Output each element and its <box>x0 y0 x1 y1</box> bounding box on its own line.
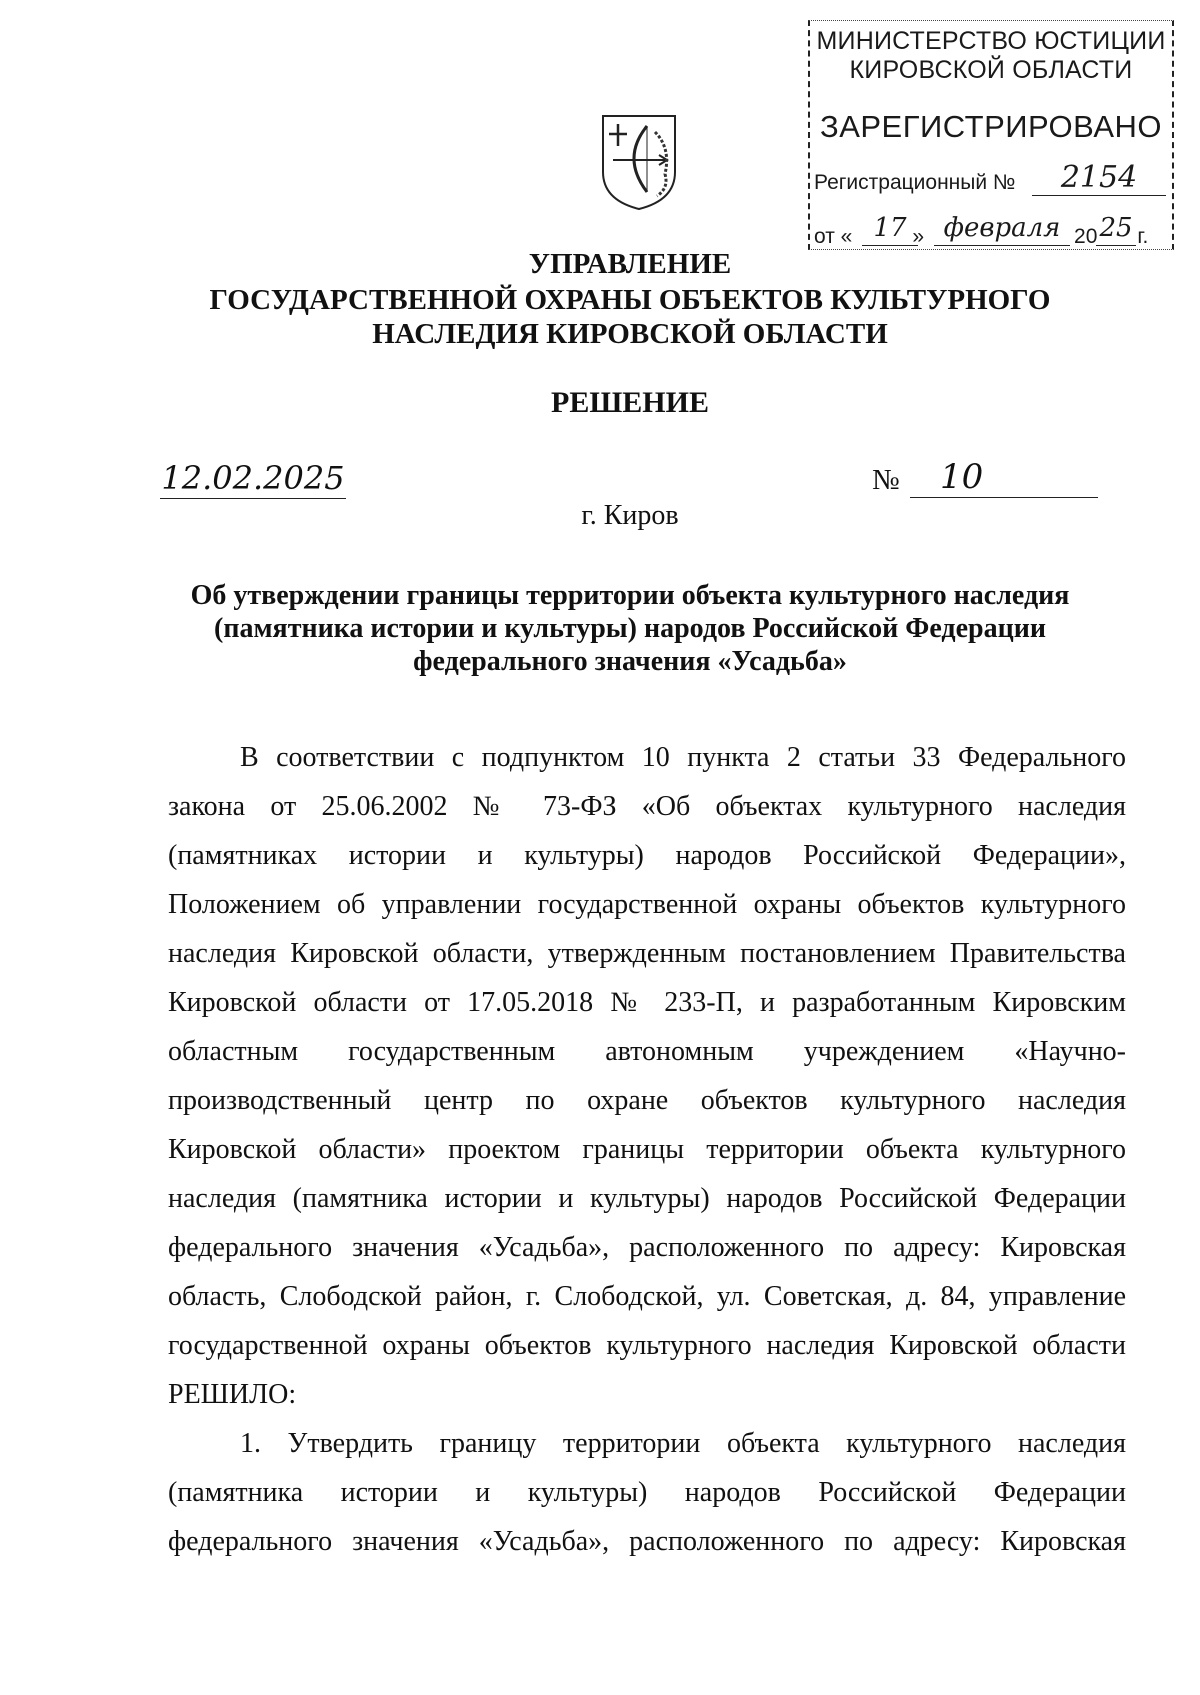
body-line: 1. Утвердить границу территории объекта культурного наследия <box>240 1428 1126 1459</box>
document-body <box>168 738 1126 1571</box>
subject-line3: федерального значения «Усадьба» <box>413 646 847 677</box>
body-line: (памятника истории и культуры) народов Российской Федерации <box>168 1477 1126 1508</box>
stamp-reg-number: 2154 <box>1032 161 1166 196</box>
city: г. Киров <box>581 500 679 531</box>
agency-title-line3: НАСЛЕДИЯ КИРОВСКОЙ ОБЛАСТИ <box>372 318 888 350</box>
body-line: федерального значения «Усадьба», расположенного по адресу: Кировская <box>168 1526 1126 1557</box>
stamp-org-line1: МИНИСТЕРСТВО ЮСТИЦИИ <box>816 27 1166 55</box>
agency-title-line1: УПРАВЛЕНИЕ <box>528 248 732 280</box>
body-line: федерального значения «Усадьба», расположенного по адресу: Кировская <box>168 1232 1126 1263</box>
decision-number: 10 <box>910 456 1098 498</box>
body-line: государственной охраны объектов культурного наследия Кировской области <box>168 1330 1126 1361</box>
coat-of-arms-icon <box>599 112 679 212</box>
stamp-from-text: от « <box>814 225 853 248</box>
stamp-year-end: г. <box>1137 225 1149 248</box>
stamp-org-line2: КИРОВСКОЙ ОБЛАСТИ <box>849 56 1133 84</box>
body-line: область, Слободской район, г. Слободской, ул. Советская, д. 84, управление <box>168 1281 1126 1312</box>
subject-line1: Об утверждении границы территории объекта культурного наследия <box>190 580 1070 611</box>
body-line: Положением об управлении государственной охраны объектов культурного <box>168 889 1126 920</box>
stamp-year-suffix: 25 <box>1096 213 1136 246</box>
stamp-year-prefix: 20 <box>1074 225 1098 248</box>
document-type: РЕШЕНИЕ <box>551 386 709 419</box>
decision-date: 12.02.2025 <box>161 459 345 497</box>
stamp-day: 17 <box>862 213 918 246</box>
body-line: РЕШИЛО: <box>168 1379 297 1410</box>
body-line: производственный центр по охране объектов культурного наследия <box>168 1085 1126 1116</box>
body-line: закона от 25.06.2002 № 73-ФЗ «Об объектах культурного наследия <box>168 791 1126 822</box>
stamp-status: ЗАРЕГИСТРИРОВАНО <box>819 109 1162 144</box>
stamp-from-label: от « » 20 г. <box>814 225 1149 248</box>
subject-line2: (памятника истории и культуры) народов Российской Федерации <box>214 613 1046 644</box>
body-line: наследия Кировской области, утвержденным постановлением Правительства <box>168 938 1126 969</box>
body-line: Кировской области от 17.05.2018 № 233-П, и разработанным Кировским <box>168 987 1126 1018</box>
number-label: № <box>872 464 900 496</box>
body-line: Кировской области» проектом границы территории объекта культурного <box>168 1134 1126 1165</box>
stamp-reg-label: Регистрационный № <box>814 171 1016 194</box>
body-line: В соответствии с подпунктом 10 пункта 2 статьи 33 Федерального <box>240 742 1126 773</box>
agency-title-line2: ГОСУДАРСТВЕННОЙ ОХРАНЫ ОБЪЕКТОВ КУЛЬТУРНОГО <box>209 284 1051 316</box>
body-line: областным государственным автономным учреждением «Научно- <box>168 1036 1126 1067</box>
stamp-month: февраля <box>934 213 1070 246</box>
body-line: (памятниках истории и культуры) народов Российской Федерации», <box>168 840 1126 871</box>
body-line: наследия (памятника истории и культуры) народов Российской Федерации <box>168 1183 1126 1214</box>
registration-stamp <box>808 20 1174 250</box>
